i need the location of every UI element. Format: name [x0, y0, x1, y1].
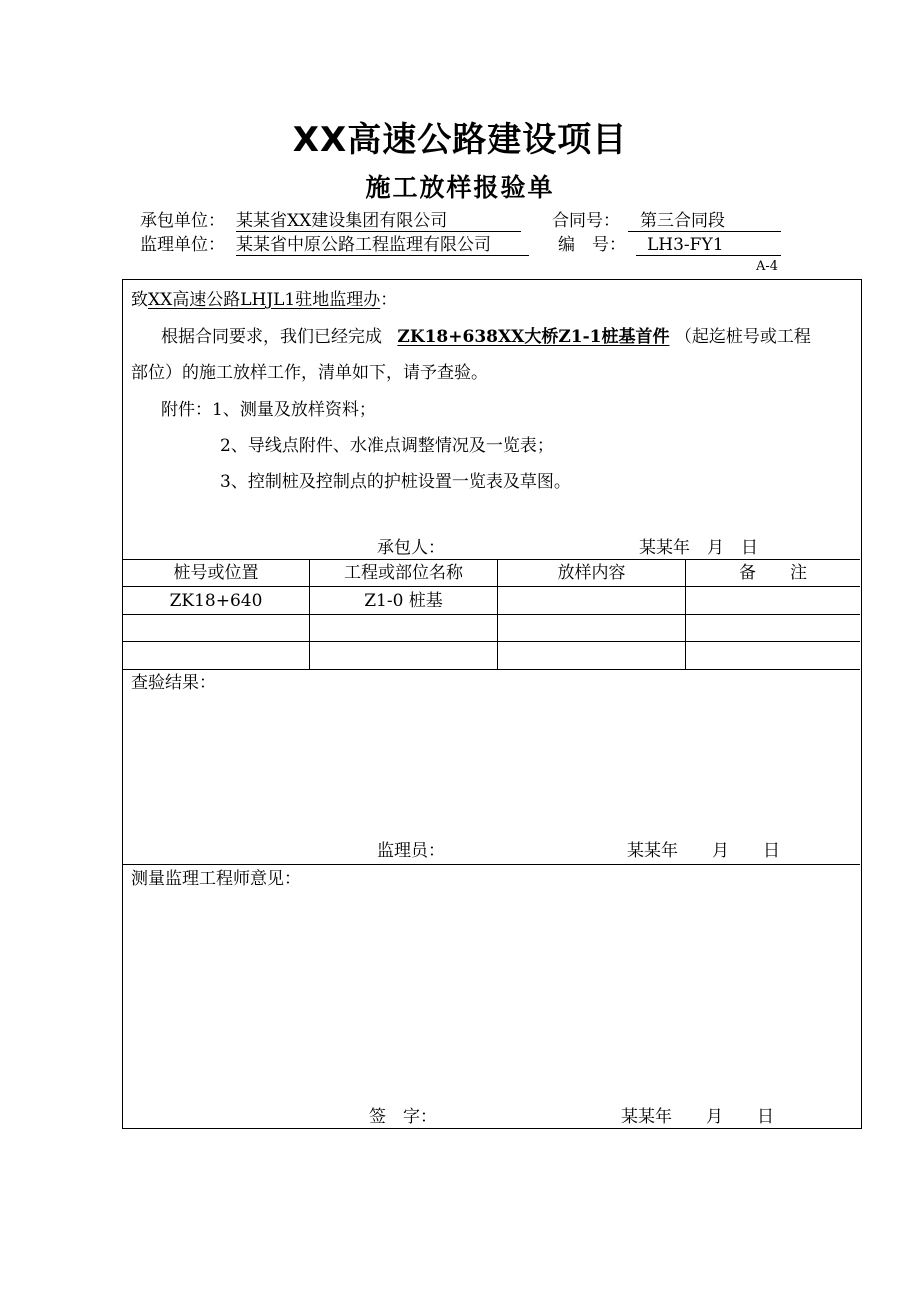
- contractor-label: 承包单位：: [140, 211, 225, 231]
- addressee-value: XX高速公路LHJL1驻地监理办: [148, 290, 381, 310]
- serial-underline: [636, 255, 781, 256]
- table-row-border: [123, 641, 860, 642]
- table-header-stake: 桩号或位置: [173, 563, 259, 583]
- contractor-sign-date: 某某年 月 日: [639, 538, 758, 558]
- attachment-1: 1、测量及放样资料；: [212, 400, 376, 420]
- inspection-form: [122, 279, 862, 1129]
- engineer-sign-date: 某某年 月 日: [621, 1107, 774, 1127]
- table-header-work-name: 工程或部位名称: [344, 563, 463, 583]
- supervisor-label: 监理单位：: [140, 235, 225, 255]
- request-paragraph-line2: 部位）的施工放样工作，清单如下，请予查验。: [131, 363, 488, 383]
- project-title: XX高速公路建设项目: [292, 120, 628, 160]
- contractor-value: 某某省XX建设集团有限公司: [236, 211, 448, 231]
- table-header-border: [123, 586, 860, 587]
- para-tail: （起迄桩号或工程: [674, 327, 811, 347]
- engineer-sign-label: 签 字：: [369, 1107, 437, 1127]
- addressee-line: [131, 289, 397, 311]
- attachment-label: 附件：: [161, 400, 212, 420]
- supervisor-underline: [236, 255, 529, 256]
- serial-value: LH3-FY1: [647, 235, 724, 255]
- form-title: 施工放样报验单: [365, 173, 555, 202]
- supervisor-value: 某某省中原公路工程监理有限公司: [236, 235, 491, 255]
- para-lead: 根据合同要求，我们已经完成: [161, 327, 382, 347]
- stake-work-item: ZK18+638XX大桥Z1-1桩基首件: [397, 327, 670, 347]
- engineer-opinion-label: 测量监理工程师意见：: [131, 869, 301, 889]
- attachment-2: 2、导线点附件、水准点调整情况及一览表；: [220, 436, 554, 456]
- attachment-line-1: [161, 399, 376, 421]
- form-code: A-4: [756, 259, 779, 274]
- contractor-sign-label: 承包人：: [377, 538, 445, 558]
- contract-no-label: 合同号：: [552, 211, 620, 231]
- to-prefix: 致: [131, 290, 148, 310]
- attachment-3: 3、控制桩及控制点的护桩设置一览表及草图。: [220, 472, 571, 492]
- inspector-sign-label: 监理员：: [377, 841, 445, 861]
- table-top-border: [123, 559, 860, 560]
- table-bottom-border: [123, 669, 860, 670]
- inspection-result-label: 查验结果：: [131, 673, 216, 693]
- section-divider: [123, 864, 860, 865]
- to-suffix: ：: [380, 290, 398, 310]
- contract-no-underline: [628, 231, 781, 232]
- table-cell-stake: ZK18+640: [169, 591, 263, 611]
- table-header-content: 放样内容: [557, 563, 626, 583]
- contract-no-value: 第三合同段: [640, 211, 725, 231]
- table-row-border: [123, 614, 860, 615]
- contractor-underline: [236, 231, 521, 232]
- inspector-sign-date: 某某年 月 日: [627, 841, 780, 861]
- request-paragraph-line1: [161, 326, 811, 348]
- table-header-remarks: 备 注: [739, 563, 807, 583]
- serial-label: 编 号：: [558, 235, 626, 255]
- table-cell-work-name: Z1-0 桩基: [364, 591, 443, 611]
